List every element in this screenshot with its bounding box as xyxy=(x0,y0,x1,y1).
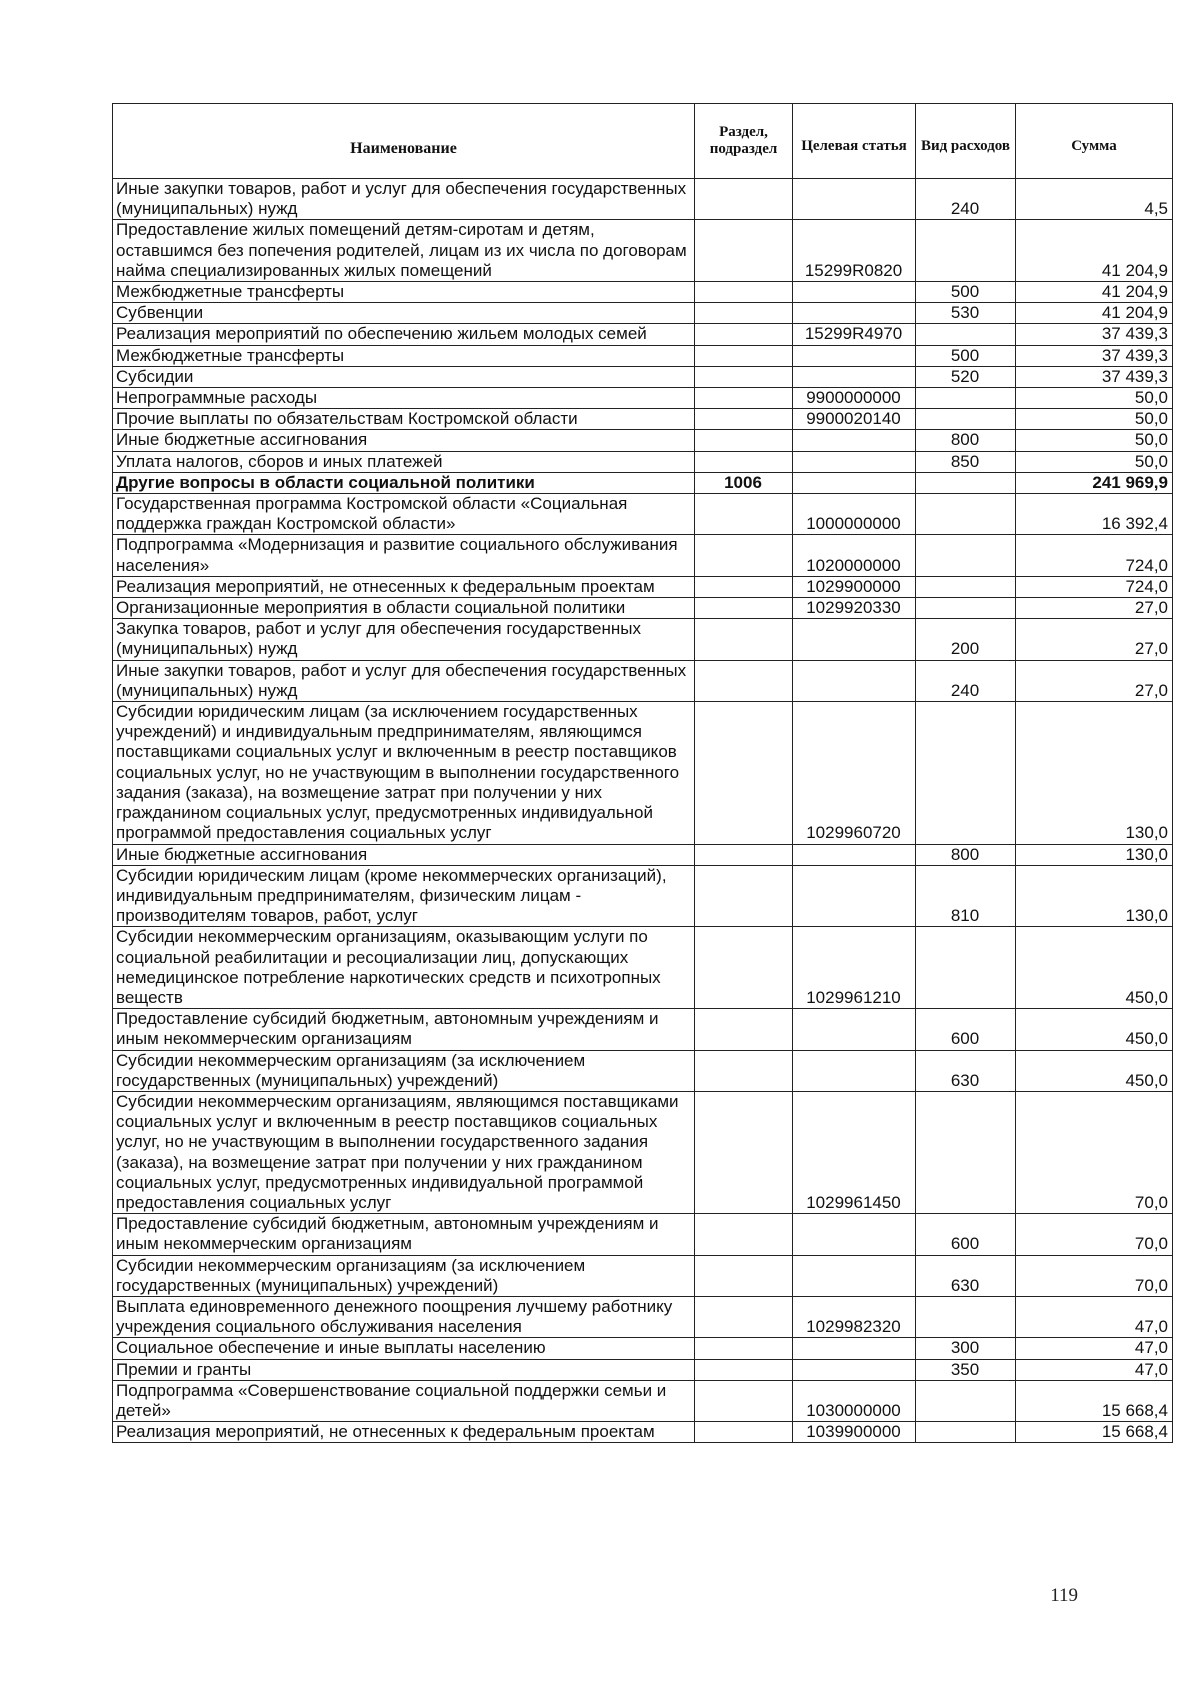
cell-name: Субсидии юридическим лицам (за исключением государственных учреждений) и индивидуальным предпринимателям, являющимся поставщиками социальных услуг и включенным в реестр поставщиков социальных услуг, но не участвующим в выполнении государственного задания (заказа), на возмещение затрат при получении у них гражданином социальных услуг, предусмотренных индивидуальной программой предоставления социальных услуг xyxy=(113,702,695,844)
table-row xyxy=(113,844,1173,865)
cell-target xyxy=(793,844,916,865)
table-row xyxy=(113,1380,1173,1421)
cell-sum: 450,0 xyxy=(1016,1009,1173,1050)
cell-name: Реализация мероприятий, не отнесенных к федеральным проектам xyxy=(113,1422,695,1443)
table-row xyxy=(113,282,1173,303)
cell-kind: 240 xyxy=(916,660,1016,701)
table-row xyxy=(113,1296,1173,1337)
table-row xyxy=(113,366,1173,387)
cell-kind: 200 xyxy=(916,619,1016,660)
table-row xyxy=(113,535,1173,576)
cell-sum: 41 204,9 xyxy=(1016,220,1173,282)
cell-section xyxy=(695,865,793,927)
cell-target: 1029900000 xyxy=(793,576,916,597)
cell-sum: 47,0 xyxy=(1016,1296,1173,1337)
cell-kind xyxy=(916,535,1016,576)
table-body xyxy=(113,179,1173,1443)
cell-sum: 27,0 xyxy=(1016,598,1173,619)
table-row xyxy=(113,1255,1173,1296)
cell-sum: 50,0 xyxy=(1016,388,1173,409)
cell-sum: 70,0 xyxy=(1016,1091,1173,1213)
cell-kind: 500 xyxy=(916,282,1016,303)
cell-section xyxy=(695,1359,793,1380)
cell-name: Субсидии некоммерческим организациям, оказывающим услуги по социальной реабилитации и ресоциализации лиц, допускающих немедицинское потребление наркотических средств и психотропных веществ xyxy=(113,927,695,1009)
cell-section xyxy=(695,345,793,366)
cell-name: Субсидии некоммерческим организациям (за исключением государственных (муниципальных) учреждений) xyxy=(113,1255,695,1296)
cell-target xyxy=(793,1255,916,1296)
cell-kind xyxy=(916,702,1016,844)
cell-target: 15299R4970 xyxy=(793,324,916,345)
cell-section xyxy=(695,1338,793,1359)
cell-target xyxy=(793,366,916,387)
cell-target: 1000000000 xyxy=(793,494,916,535)
cell-name: Социальное обеспечение и иные выплаты населению xyxy=(113,1338,695,1359)
cell-name: Межбюджетные трансферты xyxy=(113,282,695,303)
cell-section xyxy=(695,1255,793,1296)
cell-section xyxy=(695,324,793,345)
cell-name: Предоставление субсидий бюджетным, автономным учреждениям и иным некоммерческим организациям xyxy=(113,1009,695,1050)
cell-target xyxy=(793,303,916,324)
cell-sum: 130,0 xyxy=(1016,865,1173,927)
cell-target: 9900000000 xyxy=(793,388,916,409)
cell-kind xyxy=(916,472,1016,493)
table-row xyxy=(113,451,1173,472)
cell-section xyxy=(695,220,793,282)
cell-kind xyxy=(916,1422,1016,1443)
cell-kind: 630 xyxy=(916,1255,1016,1296)
table-header-row xyxy=(113,104,1173,179)
cell-sum: 724,0 xyxy=(1016,576,1173,597)
table-row xyxy=(113,430,1173,451)
cell-sum: 724,0 xyxy=(1016,535,1173,576)
cell-name: Субсидии некоммерческим организациям, являющимся поставщиками социальных услуг и включенным в реестр поставщиков социальных услуг, но не участвующим в выполнении государственного задания (заказа), на возмещение затрат при получении у них гражданином социальных услуг, предусмотренных индивидуальной программой предоставления социальных услуг xyxy=(113,1091,695,1213)
table-row xyxy=(113,576,1173,597)
cell-sum: 16 392,4 xyxy=(1016,494,1173,535)
table-row xyxy=(113,179,1173,220)
cell-name: Иные бюджетные ассигнования xyxy=(113,430,695,451)
cell-kind xyxy=(916,220,1016,282)
cell-name: Выплата единовременного денежного поощрения лучшему работнику учреждения социального обслуживания населения xyxy=(113,1296,695,1337)
cell-kind xyxy=(916,494,1016,535)
cell-sum: 70,0 xyxy=(1016,1255,1173,1296)
cell-section xyxy=(695,1009,793,1050)
cell-kind: 600 xyxy=(916,1009,1016,1050)
cell-sum: 50,0 xyxy=(1016,409,1173,430)
cell-name: Подпрограмма «Совершенствование социальной поддержки семьи и детей» xyxy=(113,1380,695,1421)
table-row xyxy=(113,220,1173,282)
table-row xyxy=(113,494,1173,535)
cell-section xyxy=(695,388,793,409)
cell-kind xyxy=(916,598,1016,619)
table-row xyxy=(113,472,1173,493)
cell-kind: 850 xyxy=(916,451,1016,472)
cell-section xyxy=(695,702,793,844)
cell-kind: 300 xyxy=(916,1338,1016,1359)
cell-section xyxy=(695,1380,793,1421)
cell-kind: 530 xyxy=(916,303,1016,324)
cell-section xyxy=(695,430,793,451)
cell-sum: 37 439,3 xyxy=(1016,324,1173,345)
page-number: 119 xyxy=(1050,1585,1078,1606)
cell-sum: 41 204,9 xyxy=(1016,303,1173,324)
cell-name: Подпрограмма «Модернизация и развитие социального обслуживания населения» xyxy=(113,535,695,576)
cell-section: 1006 xyxy=(695,472,793,493)
cell-name: Закупка товаров, работ и услуг для обеспечения государственных (муниципальных) нужд xyxy=(113,619,695,660)
cell-kind xyxy=(916,1296,1016,1337)
cell-sum: 50,0 xyxy=(1016,451,1173,472)
cell-section xyxy=(695,535,793,576)
table-row xyxy=(113,865,1173,927)
cell-kind xyxy=(916,576,1016,597)
table-row xyxy=(113,1359,1173,1380)
cell-target: 1029920330 xyxy=(793,598,916,619)
cell-sum: 41 204,9 xyxy=(1016,282,1173,303)
cell-section xyxy=(695,927,793,1009)
cell-target xyxy=(793,282,916,303)
table-row xyxy=(113,388,1173,409)
cell-target xyxy=(793,451,916,472)
cell-kind xyxy=(916,324,1016,345)
cell-target xyxy=(793,472,916,493)
table-row xyxy=(113,619,1173,660)
cell-sum: 4,5 xyxy=(1016,179,1173,220)
cell-name: Субсидии xyxy=(113,366,695,387)
cell-target: 15299R0820 xyxy=(793,220,916,282)
cell-sum: 130,0 xyxy=(1016,844,1173,865)
table-row xyxy=(113,598,1173,619)
cell-section xyxy=(695,494,793,535)
header-sum: Сумма xyxy=(1016,104,1173,179)
cell-name: Другие вопросы в области социальной политики xyxy=(113,472,695,493)
table-row xyxy=(113,1214,1173,1255)
cell-sum: 70,0 xyxy=(1016,1214,1173,1255)
cell-name: Организационные мероприятия в области социальной политики xyxy=(113,598,695,619)
cell-sum: 50,0 xyxy=(1016,430,1173,451)
cell-target xyxy=(793,1359,916,1380)
cell-kind: 240 xyxy=(916,179,1016,220)
cell-section xyxy=(695,451,793,472)
cell-name: Уплата налогов, сборов и иных платежей xyxy=(113,451,695,472)
header-name: Наименование xyxy=(113,104,695,179)
cell-name: Межбюджетные трансферты xyxy=(113,345,695,366)
table-row xyxy=(113,1091,1173,1213)
cell-sum: 37 439,3 xyxy=(1016,345,1173,366)
table-row xyxy=(113,1050,1173,1091)
cell-section xyxy=(695,282,793,303)
cell-kind xyxy=(916,1380,1016,1421)
cell-section xyxy=(695,303,793,324)
cell-name: Реализация мероприятий, не отнесенных к федеральным проектам xyxy=(113,576,695,597)
cell-kind: 800 xyxy=(916,430,1016,451)
cell-sum: 27,0 xyxy=(1016,619,1173,660)
cell-section xyxy=(695,1091,793,1213)
cell-section xyxy=(695,1296,793,1337)
cell-sum: 450,0 xyxy=(1016,1050,1173,1091)
cell-name: Субвенции xyxy=(113,303,695,324)
cell-name: Государственная программа Костромской области «Социальная поддержка граждан Костромской области» xyxy=(113,494,695,535)
cell-name: Предоставление жилых помещений детям-сиротам и детям, оставшимся без попечения родителей, лицам из их числа по договорам найма специализированных жилых помещений xyxy=(113,220,695,282)
cell-kind: 600 xyxy=(916,1214,1016,1255)
cell-target: 1039900000 xyxy=(793,1422,916,1443)
cell-name: Предоставление субсидий бюджетным, автономным учреждениям и иным некоммерческим организациям xyxy=(113,1214,695,1255)
table-row xyxy=(113,660,1173,701)
cell-target: 1029961210 xyxy=(793,927,916,1009)
cell-kind xyxy=(916,927,1016,1009)
cell-section xyxy=(695,366,793,387)
cell-section xyxy=(695,619,793,660)
cell-target xyxy=(793,1009,916,1050)
header-kind: Вид расходов xyxy=(916,104,1016,179)
table-row xyxy=(113,324,1173,345)
cell-target xyxy=(793,1214,916,1255)
cell-kind xyxy=(916,388,1016,409)
cell-section xyxy=(695,1214,793,1255)
cell-name: Иные закупки товаров, работ и услуг для обеспечения государственных (муниципальных) нужд xyxy=(113,179,695,220)
cell-kind: 500 xyxy=(916,345,1016,366)
cell-target xyxy=(793,430,916,451)
cell-target: 1029961450 xyxy=(793,1091,916,1213)
cell-target xyxy=(793,179,916,220)
cell-target xyxy=(793,345,916,366)
cell-section xyxy=(695,660,793,701)
cell-name: Иные закупки товаров, работ и услуг для обеспечения государственных (муниципальных) нужд xyxy=(113,660,695,701)
cell-kind: 350 xyxy=(916,1359,1016,1380)
cell-name: Субсидии некоммерческим организациям (за исключением государственных (муниципальных) учреждений) xyxy=(113,1050,695,1091)
cell-target xyxy=(793,1338,916,1359)
table-row xyxy=(113,1338,1173,1359)
cell-section xyxy=(695,409,793,430)
cell-target xyxy=(793,619,916,660)
table-row xyxy=(113,1422,1173,1443)
cell-name: Реализация мероприятий по обеспечению жильем молодых семей xyxy=(113,324,695,345)
cell-target: 1029960720 xyxy=(793,702,916,844)
cell-kind xyxy=(916,1091,1016,1213)
header-target: Целевая статья xyxy=(793,104,916,179)
table-row xyxy=(113,1009,1173,1050)
cell-target xyxy=(793,660,916,701)
cell-section xyxy=(695,598,793,619)
cell-sum: 450,0 xyxy=(1016,927,1173,1009)
cell-sum: 27,0 xyxy=(1016,660,1173,701)
cell-sum: 47,0 xyxy=(1016,1338,1173,1359)
cell-sum: 37 439,3 xyxy=(1016,366,1173,387)
cell-sum: 241 969,9 xyxy=(1016,472,1173,493)
cell-name: Премии и гранты xyxy=(113,1359,695,1380)
cell-kind: 810 xyxy=(916,865,1016,927)
cell-sum: 47,0 xyxy=(1016,1359,1173,1380)
table-row xyxy=(113,345,1173,366)
cell-section xyxy=(695,844,793,865)
cell-target: 1020000000 xyxy=(793,535,916,576)
cell-target: 9900020140 xyxy=(793,409,916,430)
table-row xyxy=(113,927,1173,1009)
cell-kind: 520 xyxy=(916,366,1016,387)
table-row xyxy=(113,303,1173,324)
cell-target: 1030000000 xyxy=(793,1380,916,1421)
cell-sum: 15 668,4 xyxy=(1016,1380,1173,1421)
cell-target xyxy=(793,865,916,927)
cell-sum: 15 668,4 xyxy=(1016,1422,1173,1443)
cell-sum: 130,0 xyxy=(1016,702,1173,844)
header-section: Раздел, подраздел xyxy=(695,104,793,179)
cell-target: 1029982320 xyxy=(793,1296,916,1337)
cell-target xyxy=(793,1050,916,1091)
cell-section xyxy=(695,179,793,220)
cell-name: Непрограммные расходы xyxy=(113,388,695,409)
budget-table xyxy=(112,103,1173,1443)
cell-kind xyxy=(916,409,1016,430)
cell-kind: 630 xyxy=(916,1050,1016,1091)
cell-name: Иные бюджетные ассигнования xyxy=(113,844,695,865)
table-row xyxy=(113,409,1173,430)
cell-name: Прочие выплаты по обязательствам Костромской области xyxy=(113,409,695,430)
table-row xyxy=(113,702,1173,844)
cell-name: Субсидии юридическим лицам (кроме некоммерческих организаций), индивидуальным предпринимателям, физическим лицам - производителям товаров, работ, услуг xyxy=(113,865,695,927)
cell-kind: 800 xyxy=(916,844,1016,865)
cell-section xyxy=(695,1422,793,1443)
cell-section xyxy=(695,1050,793,1091)
cell-section xyxy=(695,576,793,597)
